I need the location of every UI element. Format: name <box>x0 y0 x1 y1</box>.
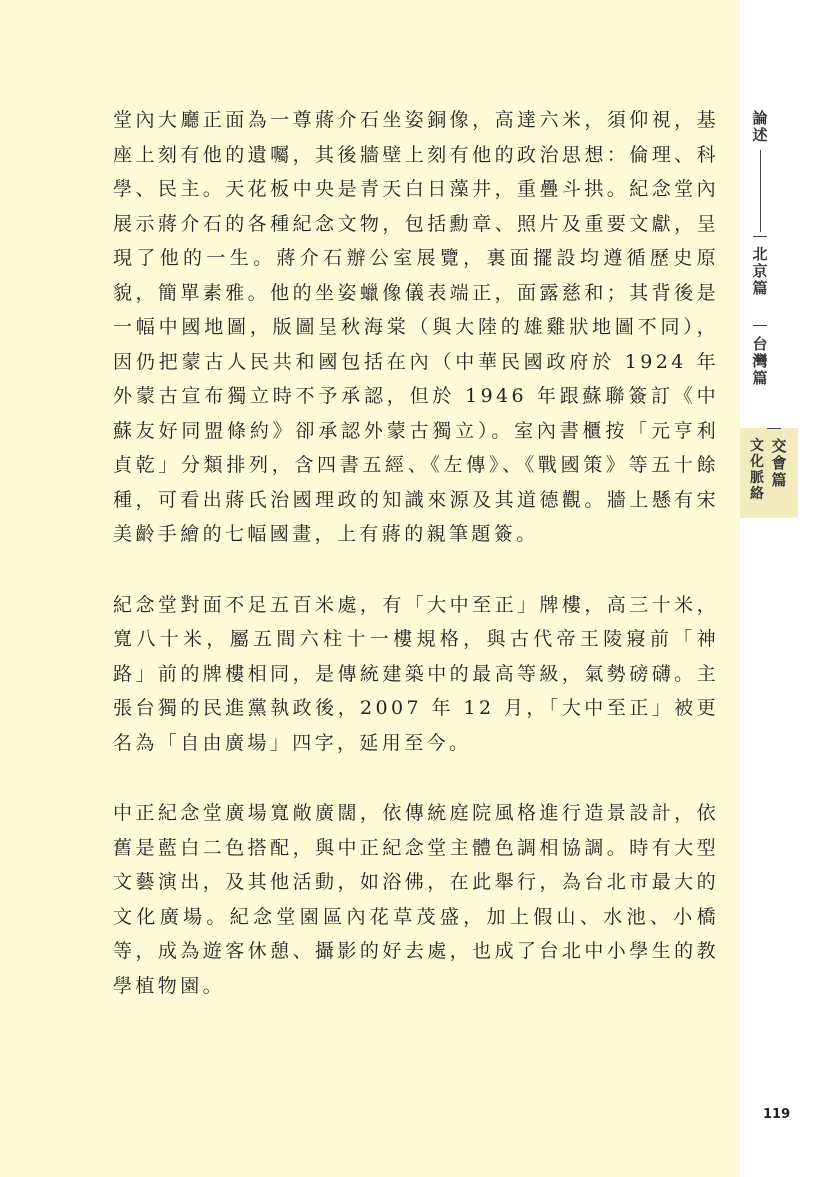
sidebar-divider-line <box>760 150 761 232</box>
sidebar-dash <box>753 236 767 237</box>
paragraph-3: 中正紀念堂廣場寬敞廣闊，依傳統庭院風格進行造景設計，依舊是藍白二色搭配，與中正紀念堂主體色調相協調。時有大型文藝演出，及其他活動，如浴佛，在此舉行，為台北市最大的文化廣場。紀念堂園區內花草茂盛，加上假山、水池、小橋等，成為遊客休憩、攝影的好去處，也成了台北中小學生的教學植物園。 <box>113 802 719 997</box>
sidebar-section-jiaohui: 交會篇 <box>771 437 787 489</box>
sidebar-section-taiwan[interactable]: 台灣篇 <box>752 335 768 387</box>
sidebar-dash <box>767 428 781 429</box>
paragraph-2: 紀念堂對面不足五百米處，有「大中至正」牌樓，高三十米，寬八十米，屬五間六柱十一樓規格，與古代帝王陵寢前「神路」前的牌樓相同，是傳統建築中的最高等級，氣勢磅礴。主張台獨的民進黨執政後，2007 年 12 月，「大中至正」被更名為「自由廣場」四字，延用至今。 <box>113 593 719 754</box>
sidebar-item-active[interactable] <box>740 428 798 518</box>
page-number: 119 <box>763 1107 791 1122</box>
sidebar-section-lunshu[interactable]: 論述 <box>752 109 768 144</box>
sidebar-section-beijing[interactable]: 北京篇 <box>752 245 768 297</box>
sidebar-subsection-culture: 文化脈絡 <box>750 438 764 502</box>
main-text <box>113 103 719 1039</box>
paragraph-1: 堂內大廳正面為一尊蔣介石坐姿銅像，高達六米，須仰視，基座上刻有他的遺囑，其後牆壁上刻有他的政治思想：倫理、科學、民主。天花板中央是青天白日藻井，重疊斗拱。紀念堂內展示蔣介石的各種紀念文物，包括勳章、照片及重要文獻，呈現了他的一生。蔣介石辦公室展覽，裏面擺設均遵循歷史原貌，簡單素雅。他的坐姿蠟像儀表端正，面露慈和；其背後是一幅中國地圖，版圖呈秋海棠（與大陸的雄雞狀地圖不同），因仍把蒙古人民共和國包括在內（中華民國政府於 1924 年外蒙古宣布獨立時不予承認，但於 1946 年跟蘇聯簽訂《中蘇友好同盟條約》卻承認外蒙古獨立）。室內書櫃按「元亨利貞乾」分類排列，含四書五經、《左傳》、《戰國策》等五十餘種，可看出蔣氏治國理政的知識來源及其道德觀。牆上懸有宋美齡手繪的七幅國畫，上有蔣的親筆題簽。 <box>113 109 719 545</box>
section-sidebar <box>740 0 830 1177</box>
sidebar-dash <box>753 325 767 326</box>
